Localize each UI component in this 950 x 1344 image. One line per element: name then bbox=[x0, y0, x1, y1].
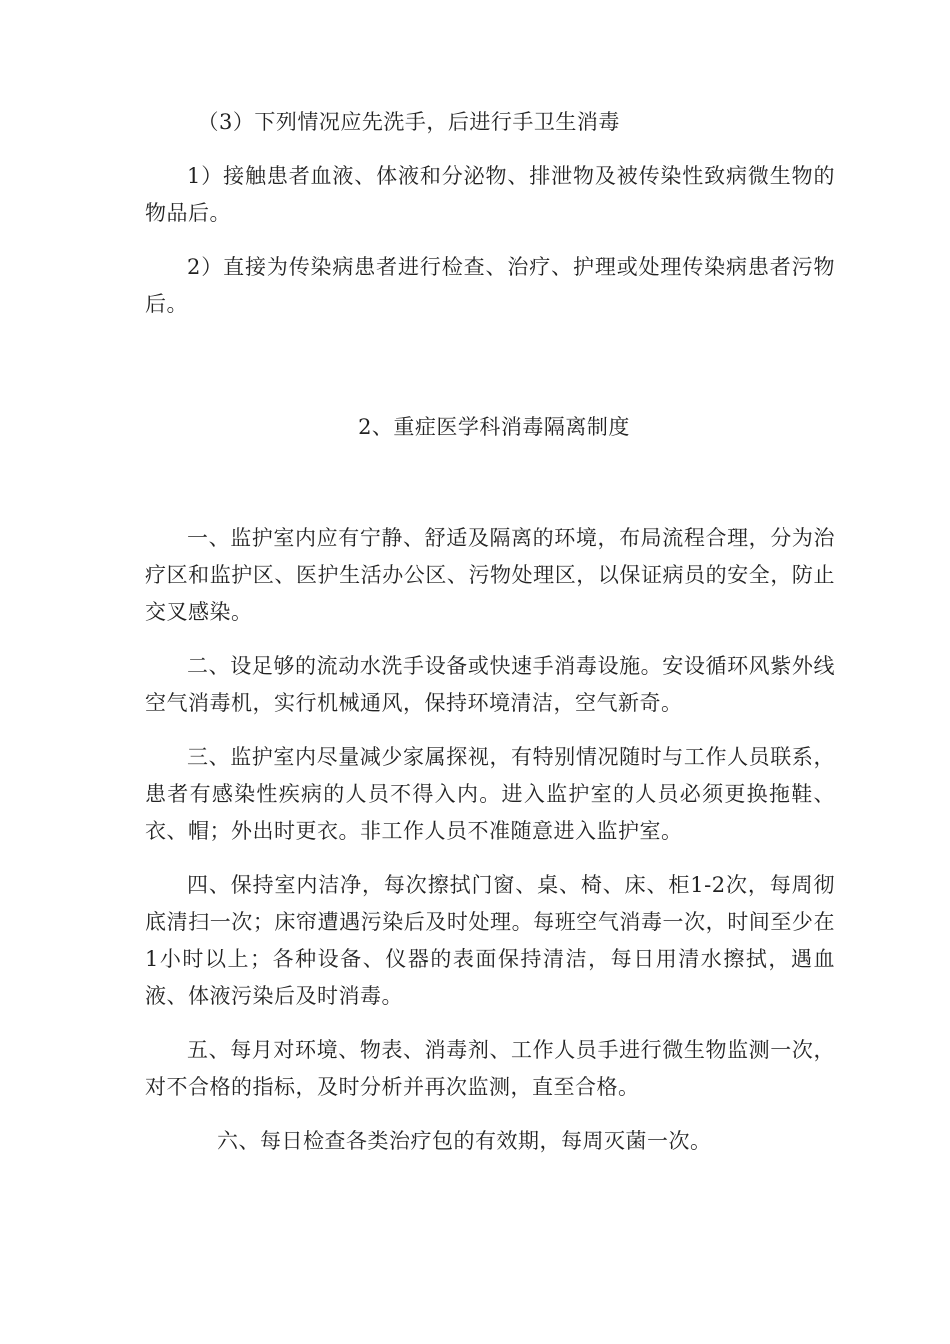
document-body bbox=[145, 104, 835, 1160]
intro-item-2: 2）直接为传染病患者进行检查、治疗、护理或处理传染病患者污物后。 bbox=[145, 255, 835, 316]
regulation-paragraph-2: 二、设足够的流动水洗手设备或快速手消毒设施。安设循环风紫外线空气消毒机，实行机械通风，保持环境清洁，空气新奇。 bbox=[145, 654, 835, 715]
intro-item-1: 1）接触患者血液、体液和分泌物、排泄物及被传染性致病微生物的物品后。 bbox=[145, 164, 835, 225]
regulation-paragraph-1: 一、监护室内应有宁静、舒适及隔离的环境，布局流程合理，分为治疗区和监护区、医护生活办公区、污物处理区，以保证病员的安全，防止交叉感染。 bbox=[145, 526, 835, 624]
regulation-paragraph-4: 四、保持室内洁净，每次擦拭门窗、桌、椅、床、柜1-2次，每周彻底清扫一次；床帘遭遇污染后及时处理。每班空气消毒一次，时间至少在1小时以上；各种设备、仪器的表面保持清洁，每日用清水擦拭，遇血液、体液污染后及时消毒。 bbox=[145, 873, 835, 1008]
regulation-paragraph-5: 五、每月对环境、物表、消毒剂、工作人员手进行微生物监测一次，对不合格的指标，及时分析并再次监测，直至合格。 bbox=[145, 1038, 835, 1099]
regulation-paragraph-6: 六、每日检查各类治疗包的有效期，每周灭菌一次。 bbox=[217, 1129, 712, 1153]
regulation-paragraph-3: 三、监护室内尽量减少家属探视，有特别情况随时与工作人员联系，患者有感染性疾病的人员不得入内。进入监护室的人员必须更换拖鞋、衣、帽；外出时更衣。非工作人员不准随意进入监护室。 bbox=[145, 745, 835, 843]
section-title: 2、重症医学科消毒隔离制度 bbox=[358, 415, 630, 439]
intro-heading: （3）下列情况应先洗手，后进行手卫生消毒 bbox=[197, 110, 620, 134]
